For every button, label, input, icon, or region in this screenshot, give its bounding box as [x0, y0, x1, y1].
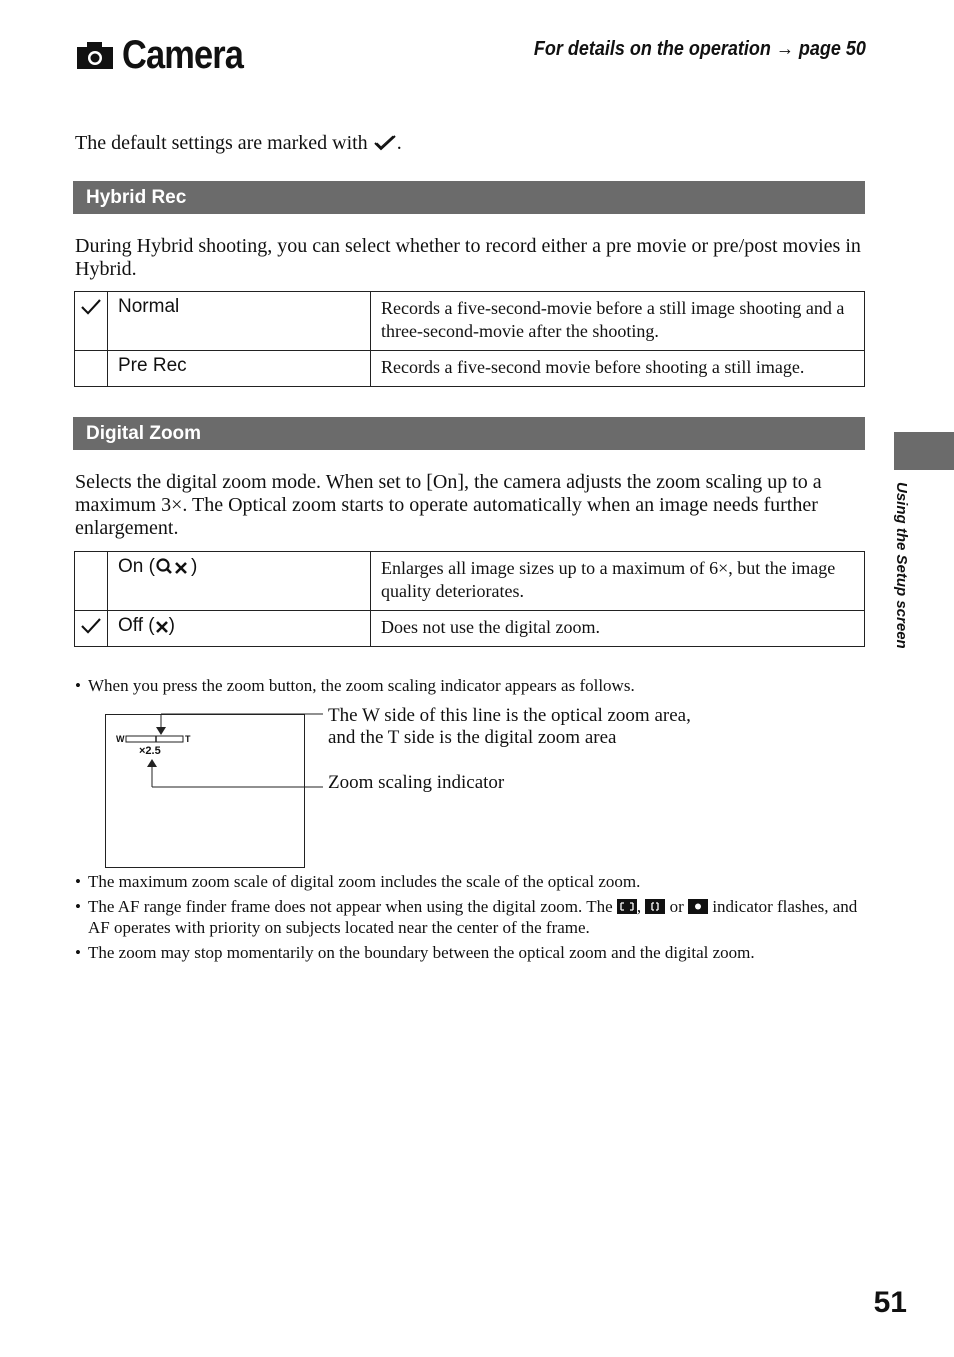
option-description: Records a five-second movie before shooting a still image.: [371, 351, 865, 387]
option-description: Does not use the digital zoom.: [371, 611, 865, 647]
operation-page-reference: For details on the operation → page 50: [533, 38, 866, 60]
default-mark-cell: [75, 611, 108, 647]
page-title: Camera: [122, 32, 244, 77]
digital-zoom-options-table: [74, 551, 865, 647]
center-af-icon: [645, 899, 665, 914]
option-name: Pre Rec: [108, 351, 371, 387]
spot-af-icon: [688, 899, 708, 914]
callout-zoom-indicator: Zoom scaling indicator: [328, 772, 505, 793]
digital-zoom-icon: [155, 556, 191, 576]
table-row: [75, 292, 865, 351]
checkmark-icon: [80, 617, 102, 635]
callout-zoom-line: The W side of this line is the optical zoom area, and the T side is the digital zoom area: [328, 705, 691, 748]
checkmark-icon: [373, 134, 397, 152]
page-title-block: [76, 30, 263, 80]
checkmark-icon: [80, 298, 102, 316]
table-row: [75, 552, 865, 611]
default-mark-cell: [75, 292, 108, 351]
zoom-off-icon: [155, 615, 169, 635]
zoom-scale-value: ×2.5: [139, 745, 161, 757]
option-name: On ( ): [108, 552, 371, 611]
default-mark-cell: [75, 552, 108, 611]
note-max-zoom: • The maximum zoom scale of digital zoom includes the scale of the optical zoom.: [75, 871, 868, 892]
option-description: Enlarges all image sizes up to a maximum of 6×, but the image quality deteriorates.: [371, 552, 865, 611]
page-number: 51: [873, 1286, 907, 1319]
zoom-bar-w-label: W: [116, 734, 125, 744]
note-af-range-finder: • The AF range finder frame does not appear when using the digital zoom. The , or indicator flashes, and AF operates with priority on subjects located near the center of the frame.: [75, 896, 868, 938]
side-tab-label: Using the Setup screen: [893, 482, 910, 649]
option-name: Normal: [108, 292, 371, 351]
side-tab-marker: [894, 432, 954, 470]
zoom-bar-t-label: T: [185, 734, 191, 744]
section-heading-digital-zoom: Digital Zoom: [73, 417, 865, 450]
table-row: [75, 351, 865, 387]
default-settings-note: The default settings are marked with .: [75, 132, 402, 154]
camera-icon: [76, 40, 114, 70]
option-description: Records a five-second-movie before a still image shooting and a three-second-movie after the shooting.: [371, 292, 865, 351]
hybrid-rec-description: During Hybrid shooting, you can select whether to record either a pre movie or pre/post movies in Hybrid.: [75, 235, 861, 280]
default-mark-cell: [75, 351, 108, 387]
option-name: Off ( ): [108, 611, 371, 647]
digital-zoom-description: Selects the digital zoom mode. When set to [On], the camera adjusts the zoom scaling up to a maximum 3×. The Optical zoom starts to operate automatically when an image needs further enlargement.: [75, 471, 822, 539]
section-heading-hybrid-rec: Hybrid Rec: [73, 181, 865, 214]
hybrid-rec-options-table: [74, 291, 865, 387]
note-zoom-boundary: • The zoom may stop momentarily on the boundary between the optical zoom and the digital zoom.: [75, 942, 868, 963]
note-indicator: • When you press the zoom button, the zoom scaling indicator appears as follows.: [75, 675, 868, 696]
multi-point-af-icon: [617, 899, 637, 914]
table-row: [75, 611, 865, 647]
